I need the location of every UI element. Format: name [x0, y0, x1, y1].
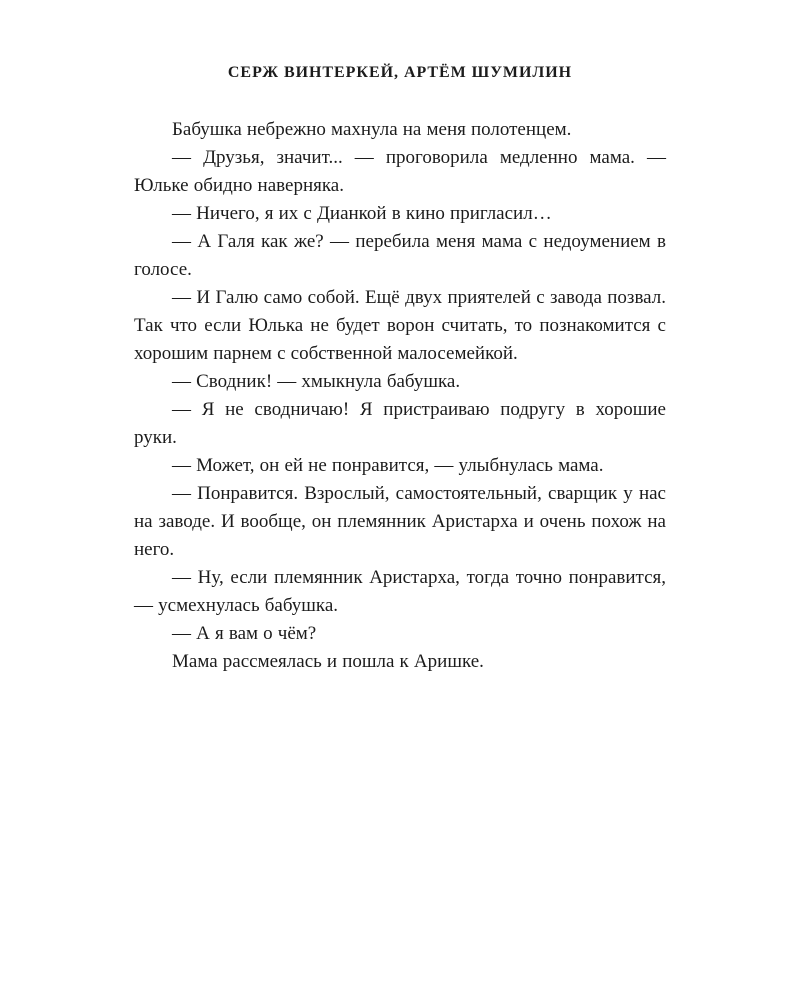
paragraph: Бабушка небрежно махнула на меня полотенцем.: [172, 119, 572, 140]
paragraph: — Может, он ей не понравится, — улыбнулась мама.: [172, 455, 604, 476]
paragraph: — Друзья, значит... — проговорила медленно мама. — Юльке обидно наверняка.: [134, 147, 666, 196]
paragraph: — А я вам о чём?: [172, 623, 317, 644]
paragraph: Мама рассмеялась и пошла к Аришке.: [172, 651, 484, 672]
paragraph: — И Галю само собой. Ещё двух приятелей с завода позвал. Так что если Юлька не будет ворон считать, то познакомится с хорошим парнем с собственной малосемейкой.: [134, 287, 666, 364]
paragraph: — Понравится. Взрослый, самостоятельный, сварщик у нас на заводе. И вообще, он племянник Аристарха и очень похож на него.: [134, 483, 666, 560]
paragraph: — Ничего, я их с Дианкой в кино пригласил…: [172, 203, 552, 224]
paragraph: — Сводник! — хмыкнула бабушка.: [172, 371, 461, 392]
paragraph: — А Галя как же? — перебила меня мама с недоумением в голосе.: [134, 231, 666, 280]
paragraph: — Я не сводничаю! Я пристраиваю подругу в хорошие руки.: [134, 399, 666, 448]
book-page: [134, 0, 666, 676]
running-header: СЕРЖ ВИНТЕРКЕЙ, АРТЁМ ШУМИЛИН: [227, 64, 573, 81]
paragraph: — Ну, если племянник Аристарха, тогда точно понравится, — усмехнулась бабушка.: [134, 567, 666, 616]
page-body: [134, 116, 666, 676]
